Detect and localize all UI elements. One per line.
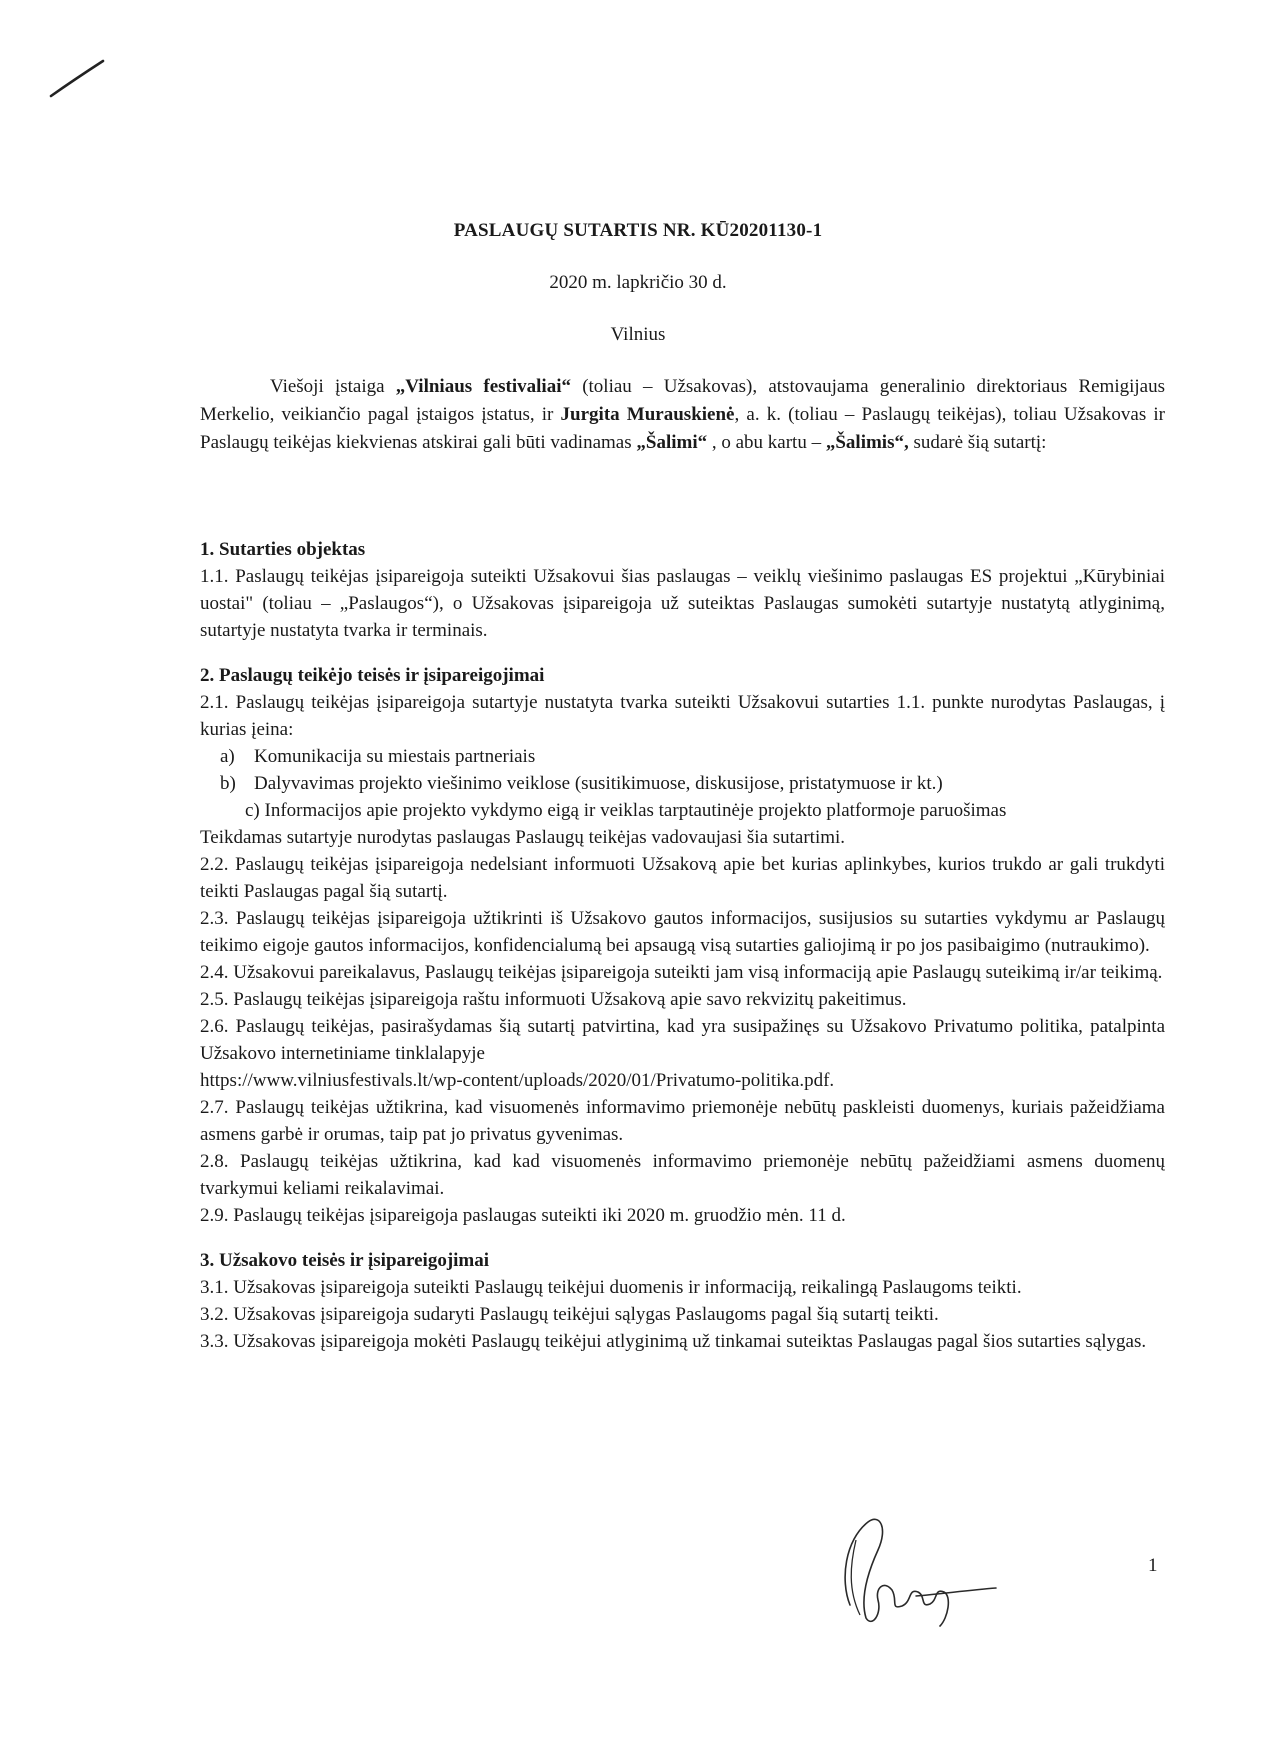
clause-2-3: 2.3. Paslaugų teikėjas įsipareigoja užtikrinti iš Užsakovo gautos informacijos, susijusios su sutarties vykdymu ar Paslaugų teikimo eigoje gautos informacijos, konfidencialumą bei apsaugą visą sutarties galiojimą ir po jos pasibaigimo (nutraukimo). [200,908,1165,956]
intro-paragraph: Viešoji įstaiga „Vilniaus festivaliai“ (toliau – Užsakovas), atstovaujama generalinio direktoriaus Remigijaus Merkelio, veikiančio pagal įstaigos įstatus, ir Jurgita Murauskienė, a. k. (toliau – Paslaugų teikėjas), toliau Užsakovas ir Paslaugų teikėjas kiekvienas atskirai gali būti vadinamas „Šalimi“ , o abu kartu – „Šalimis“, sudarė šią sutartį: [200,376,1165,453]
clause-2-2: 2.2. Paslaugų teikėjas įsipareigoja nedelsiant informuoti Užsakovą apie bet kurias aplinkybes, kurios trukdo ar gali trukdyti teikti Paslaugas pagal šią sutartį. [200,854,1165,902]
section-heading: 3. Užsakovo teisės ir įsipareigojimai [200,1250,490,1271]
clause-1-1: 1.1. Paslaugų teikėjas įsipareigoja suteikti Užsakovui šias paslaugas – veiklų viešinimo paslaugas ES projektui „Kūrybiniai uostai" (toliau – „Paslaugos“), o Užsakovas įsipareigoja už suteiktas Paslaugas sumokėti sutartyje nustatytą atlyginimą, sutartyje nustatyta tvarka ir terminais. [200,566,1165,641]
contract-body [200,536,1165,1355]
clause-2-5: 2.5. Paslaugų teikėjas įsipareigoja raštu informuoti Užsakovą apie savo rekvizitų pakeitimus. [200,989,907,1010]
clause-3-1: 3.1. Užsakovas įsipareigoja suteikti Paslaugų teikėjui duomenis ir informaciją, reikalingą Paslaugoms teikti. [200,1277,1022,1298]
privacy-policy-url: https://www.vilniusfestivals.lt/wp-content/uploads/2020/01/Privatumo-politika.pdf. [200,1070,835,1091]
pen-stroke-mark [48,58,108,100]
page-number: 1 [1148,1555,1158,1576]
document-city: Vilnius [610,324,666,345]
clause-3-3: 3.3. Užsakovas įsipareigoja mokėti Paslaugų teikėjui atlyginimą už tinkamai suteiktas Paslaugas pagal šios sutarties sąlygas. [200,1331,1147,1352]
list-item-c: c) Informacijos apie projekto vykdymo eigą ir veiklas tarptautinėje projekto platformoje paruošimas [245,800,1007,821]
section-heading: 2. Paslaugų teikėjo teisės ir įsipareigojimai [200,665,545,686]
list-item-b: b) Dalyvavimas projekto viešinimo veiklose (susitikimuose, diskusijose, pristatymuose ir kt.) [220,773,943,794]
document-date: 2020 m. lapkričio 30 d. [549,272,727,293]
clause-2-1: 2.1. Paslaugų teikėjas įsipareigoja sutartyje nustatyta tvarka suteikti Užsakovui sutarties 1.1. punkte nurodytas Paslaugas, į kurias įeina: [200,692,1165,740]
section-heading: 1. Sutarties objektas [200,539,366,560]
clause-2-8: 2.8. Paslaugų teikėjas užtikrina, kad kad visuomenės informavimo priemonėje nebūtų pažeidžiami asmens duomenų tvarkymui keliami reikalavimai. [200,1151,1165,1199]
organization-name: „Vilniaus festivaliai“ [395,376,571,397]
clause-2-4: 2.4. Užsakovui pareikalavus, Paslaugų teikėjas įsipareigoja suteikti jam visą informaciją apie Paslaugų suteikimą ir/ar teikimą. [200,962,1163,983]
clause-2-6: 2.6. Paslaugų teikėjas, pasirašydamas šią sutartį patvirtina, kad yra susipažinęs su Užsakovo Privatumo politika, patalpinta Užsakovo internetiniame tinklalapyje [200,1016,1165,1064]
document-title: PASLAUGŲ SUTARTIS NR. KŪ20201130-1 [453,220,823,241]
list-item-a: a) Komunikacija su miestais partneriais [220,746,536,767]
clause-3-2: 3.2. Užsakovas įsipareigoja sudaryti Paslaugų teikėjui sąlygas Paslaugoms pagal šią sutartį teikti. [200,1304,939,1325]
provider-name: Jurgita Murauskienė [560,404,735,425]
clause-2-1-end: Teikdamas sutartyje nurodytas paslaugas Paslaugų teikėjas vadovaujasi šia sutartimi. [200,827,846,848]
clause-2-9: 2.9. Paslaugų teikėjas įsipareigoja paslaugas suteikti iki 2020 m. gruodžio mėn. 11 d. [200,1205,846,1226]
clause-2-7: 2.7. Paslaugų teikėjas užtikrina, kad visuomenės informavimo priemonėje nebūtų paskleisti duomenys, kuriais pažeidžiama asmens garbė ir orumas, taip pat jo privatus gyvenimas. [200,1097,1165,1145]
handwritten-signature [820,1510,1000,1630]
